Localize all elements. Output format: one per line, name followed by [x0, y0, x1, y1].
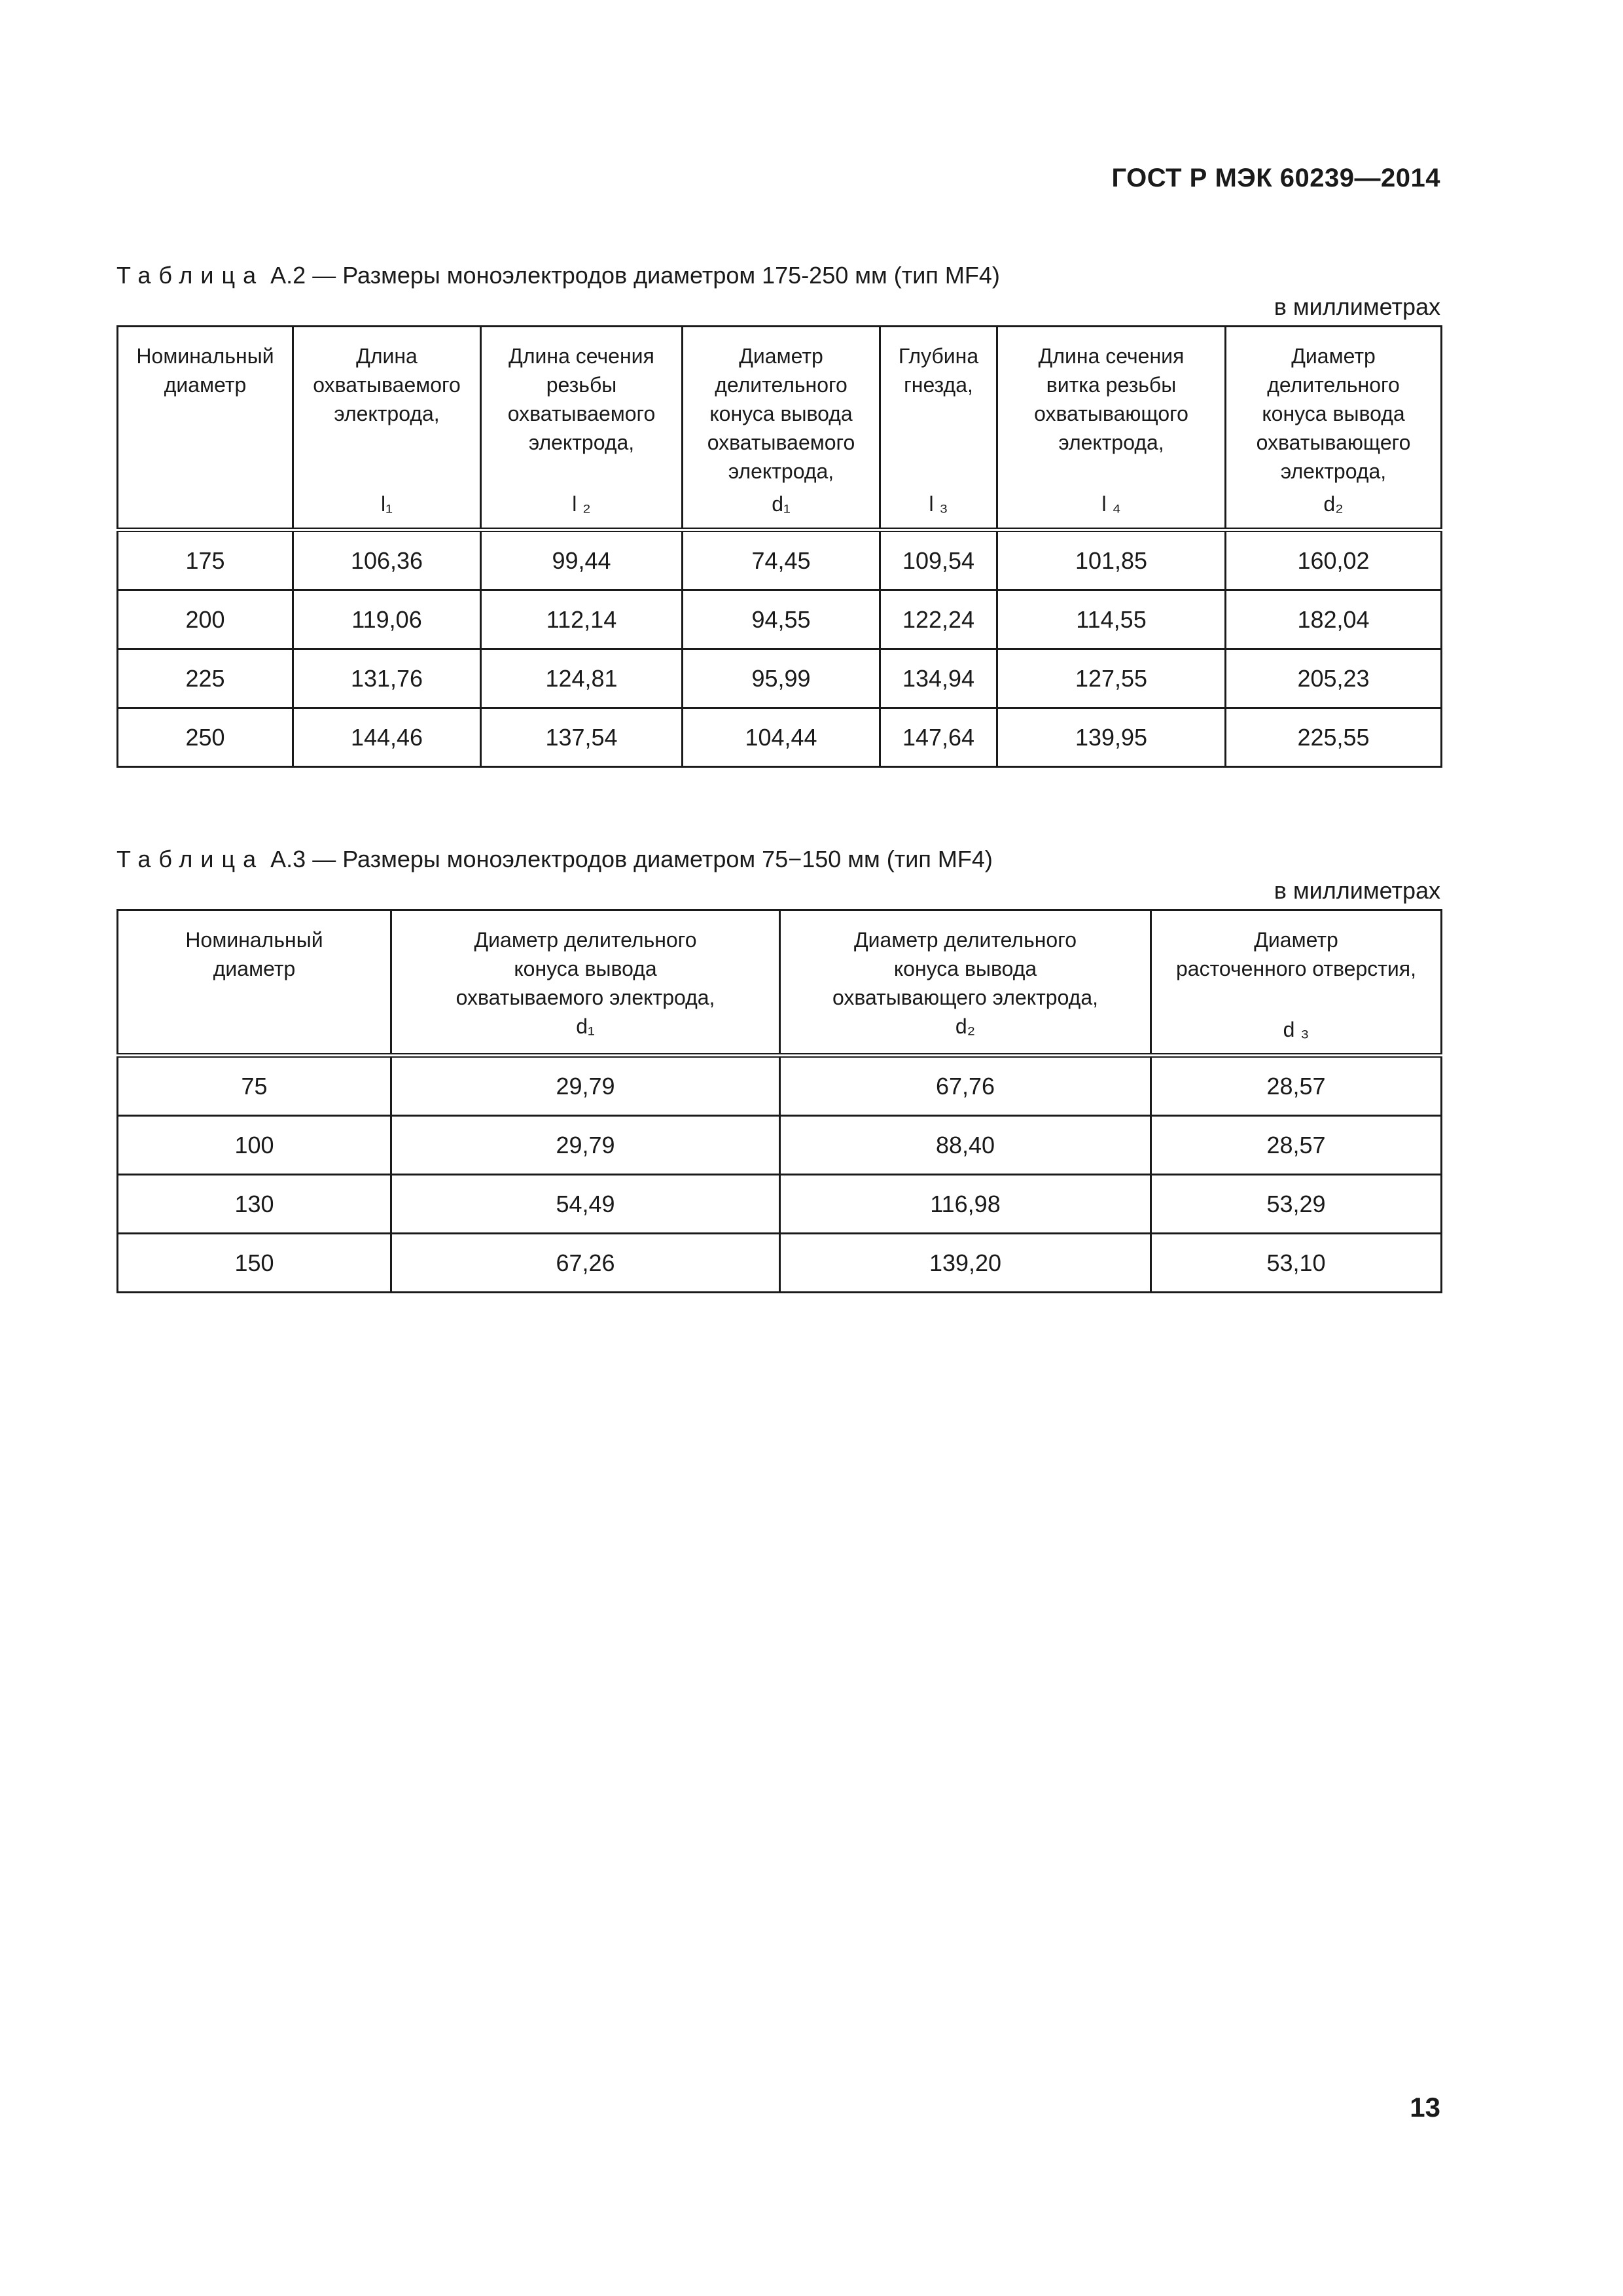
table-cell: 225,55 [1226, 708, 1442, 767]
table-a2-header-cell: Длина сечения резьбы охватываемого электрода, l ₂ [481, 327, 683, 530]
table-cell: 175 [118, 530, 293, 590]
table-cell: 88,40 [780, 1116, 1151, 1175]
table-row [118, 590, 1442, 649]
table-cell: 101,85 [997, 530, 1226, 590]
table-cell: 205,23 [1226, 649, 1442, 708]
table-cell: 67,76 [780, 1056, 1151, 1116]
table-cell: 182,04 [1226, 590, 1442, 649]
symbol-l4: l ₄ [1101, 492, 1121, 516]
table-cell: 99,44 [481, 530, 683, 590]
table-a2 [116, 325, 1442, 768]
table-a2-header-cell: Длина сечения витка резьбы охватывающого электрода, l ₄ [997, 327, 1226, 530]
symbol-d2: d₂ [955, 1014, 976, 1038]
table-cell: 106,36 [293, 530, 481, 590]
table-a2-header-cell: Номинальный диаметр [118, 327, 293, 530]
symbol-d1: d₁ [772, 492, 791, 516]
table-cell: 67,26 [391, 1234, 780, 1293]
table-row [118, 708, 1442, 767]
document-id-header: ГОСТ Р МЭК 60239—2014 [1111, 164, 1440, 192]
table-cell: 147,64 [880, 708, 997, 767]
table-cell: 28,57 [1151, 1056, 1442, 1116]
table-row [118, 1056, 1442, 1116]
table-cell: 109,54 [880, 530, 997, 590]
table-cell: 200 [118, 590, 293, 649]
table-a3-header-cell: Диаметр делительного конуса вывода охватывающего электрода, d₂ [780, 910, 1151, 1056]
table-cell: 53,10 [1151, 1234, 1442, 1293]
table-cell: 124,81 [481, 649, 683, 708]
table-row [118, 1234, 1442, 1293]
table-a2-caption-word: Таблица [116, 262, 264, 289]
table-a3-header-cell: Диаметр делительного конуса вывода охватываемого электрода, d₁ [391, 910, 780, 1056]
table-cell: 139,95 [997, 708, 1226, 767]
page-number: 13 [1410, 2092, 1440, 2123]
table-row [118, 1175, 1442, 1234]
table-cell: 150 [118, 1234, 391, 1293]
table-cell: 225 [118, 649, 293, 708]
table-cell: 130 [118, 1175, 391, 1234]
table-cell: 54,49 [391, 1175, 780, 1234]
table-cell: 116,98 [780, 1175, 1151, 1234]
symbol-l2: l ₂ [572, 492, 591, 516]
table-a2-header-cell: Диаметр делительного конуса вывода охватывающего электрода, d₂ [1226, 327, 1442, 530]
symbol-d1: d₁ [576, 1014, 595, 1038]
table-cell: 28,57 [1151, 1116, 1442, 1175]
table-cell: 94,55 [683, 590, 880, 649]
table-a2-header-cell: Диаметр делительного конуса вывода охватываемого электрода, d₁ [683, 327, 880, 530]
table-cell: 127,55 [997, 649, 1226, 708]
table-row [118, 1116, 1442, 1175]
table-cell: 139,20 [780, 1234, 1151, 1293]
table-cell: 160,02 [1226, 530, 1442, 590]
table-cell: 131,76 [293, 649, 481, 708]
table-cell: 100 [118, 1116, 391, 1175]
table-a3-header-cell: Диаметр расточенного отверстия, d ₃ [1151, 910, 1442, 1056]
table-row [118, 530, 1442, 590]
symbol-d3: d ₃ [1283, 1018, 1310, 1041]
table-cell: 114,55 [997, 590, 1226, 649]
table-a2-header-row [118, 327, 1442, 530]
table-cell: 134,94 [880, 649, 997, 708]
table-a3-header-row [118, 910, 1442, 1056]
table-cell: 122,24 [880, 590, 997, 649]
table-a3-caption-text: А.3 — Размеры моноэлектродов диаметром 75−150 мм (тип MF4) [264, 846, 993, 872]
table-a2-units: в миллиметрах [1274, 293, 1440, 320]
table-a3-units: в миллиметрах [1274, 877, 1440, 904]
table-cell: 250 [118, 708, 293, 767]
table-row [118, 649, 1442, 708]
table-cell: 144,46 [293, 708, 481, 767]
table-a3 [116, 909, 1442, 1293]
table-cell: 75 [118, 1056, 391, 1116]
table-a2-header-cell: Длина охватываемого электрода, l₁ [293, 327, 481, 530]
table-a3-header-cell: Номинальный диаметр [118, 910, 391, 1056]
symbol-l1: l₁ [381, 492, 393, 516]
symbol-d2: d₂ [1323, 492, 1344, 516]
symbol-l3: l ₃ [929, 492, 948, 516]
table-cell: 29,79 [391, 1116, 780, 1175]
table-cell: 74,45 [683, 530, 880, 590]
table-a2-header-cell: Глубина гнезда, l ₃ [880, 327, 997, 530]
table-cell: 119,06 [293, 590, 481, 649]
table-cell: 112,14 [481, 590, 683, 649]
table-cell: 53,29 [1151, 1175, 1442, 1234]
table-a2-caption-text: А.2 — Размеры моноэлектродов диаметром 175-250 мм (тип MF4) [264, 262, 1000, 289]
table-a2-caption [116, 262, 1000, 289]
table-cell: 104,44 [683, 708, 880, 767]
table-cell: 95,99 [683, 649, 880, 708]
table-cell: 137,54 [481, 708, 683, 767]
table-cell: 29,79 [391, 1056, 780, 1116]
table-a3-caption-word: Таблица [116, 846, 264, 872]
table-a3-caption [116, 846, 993, 873]
